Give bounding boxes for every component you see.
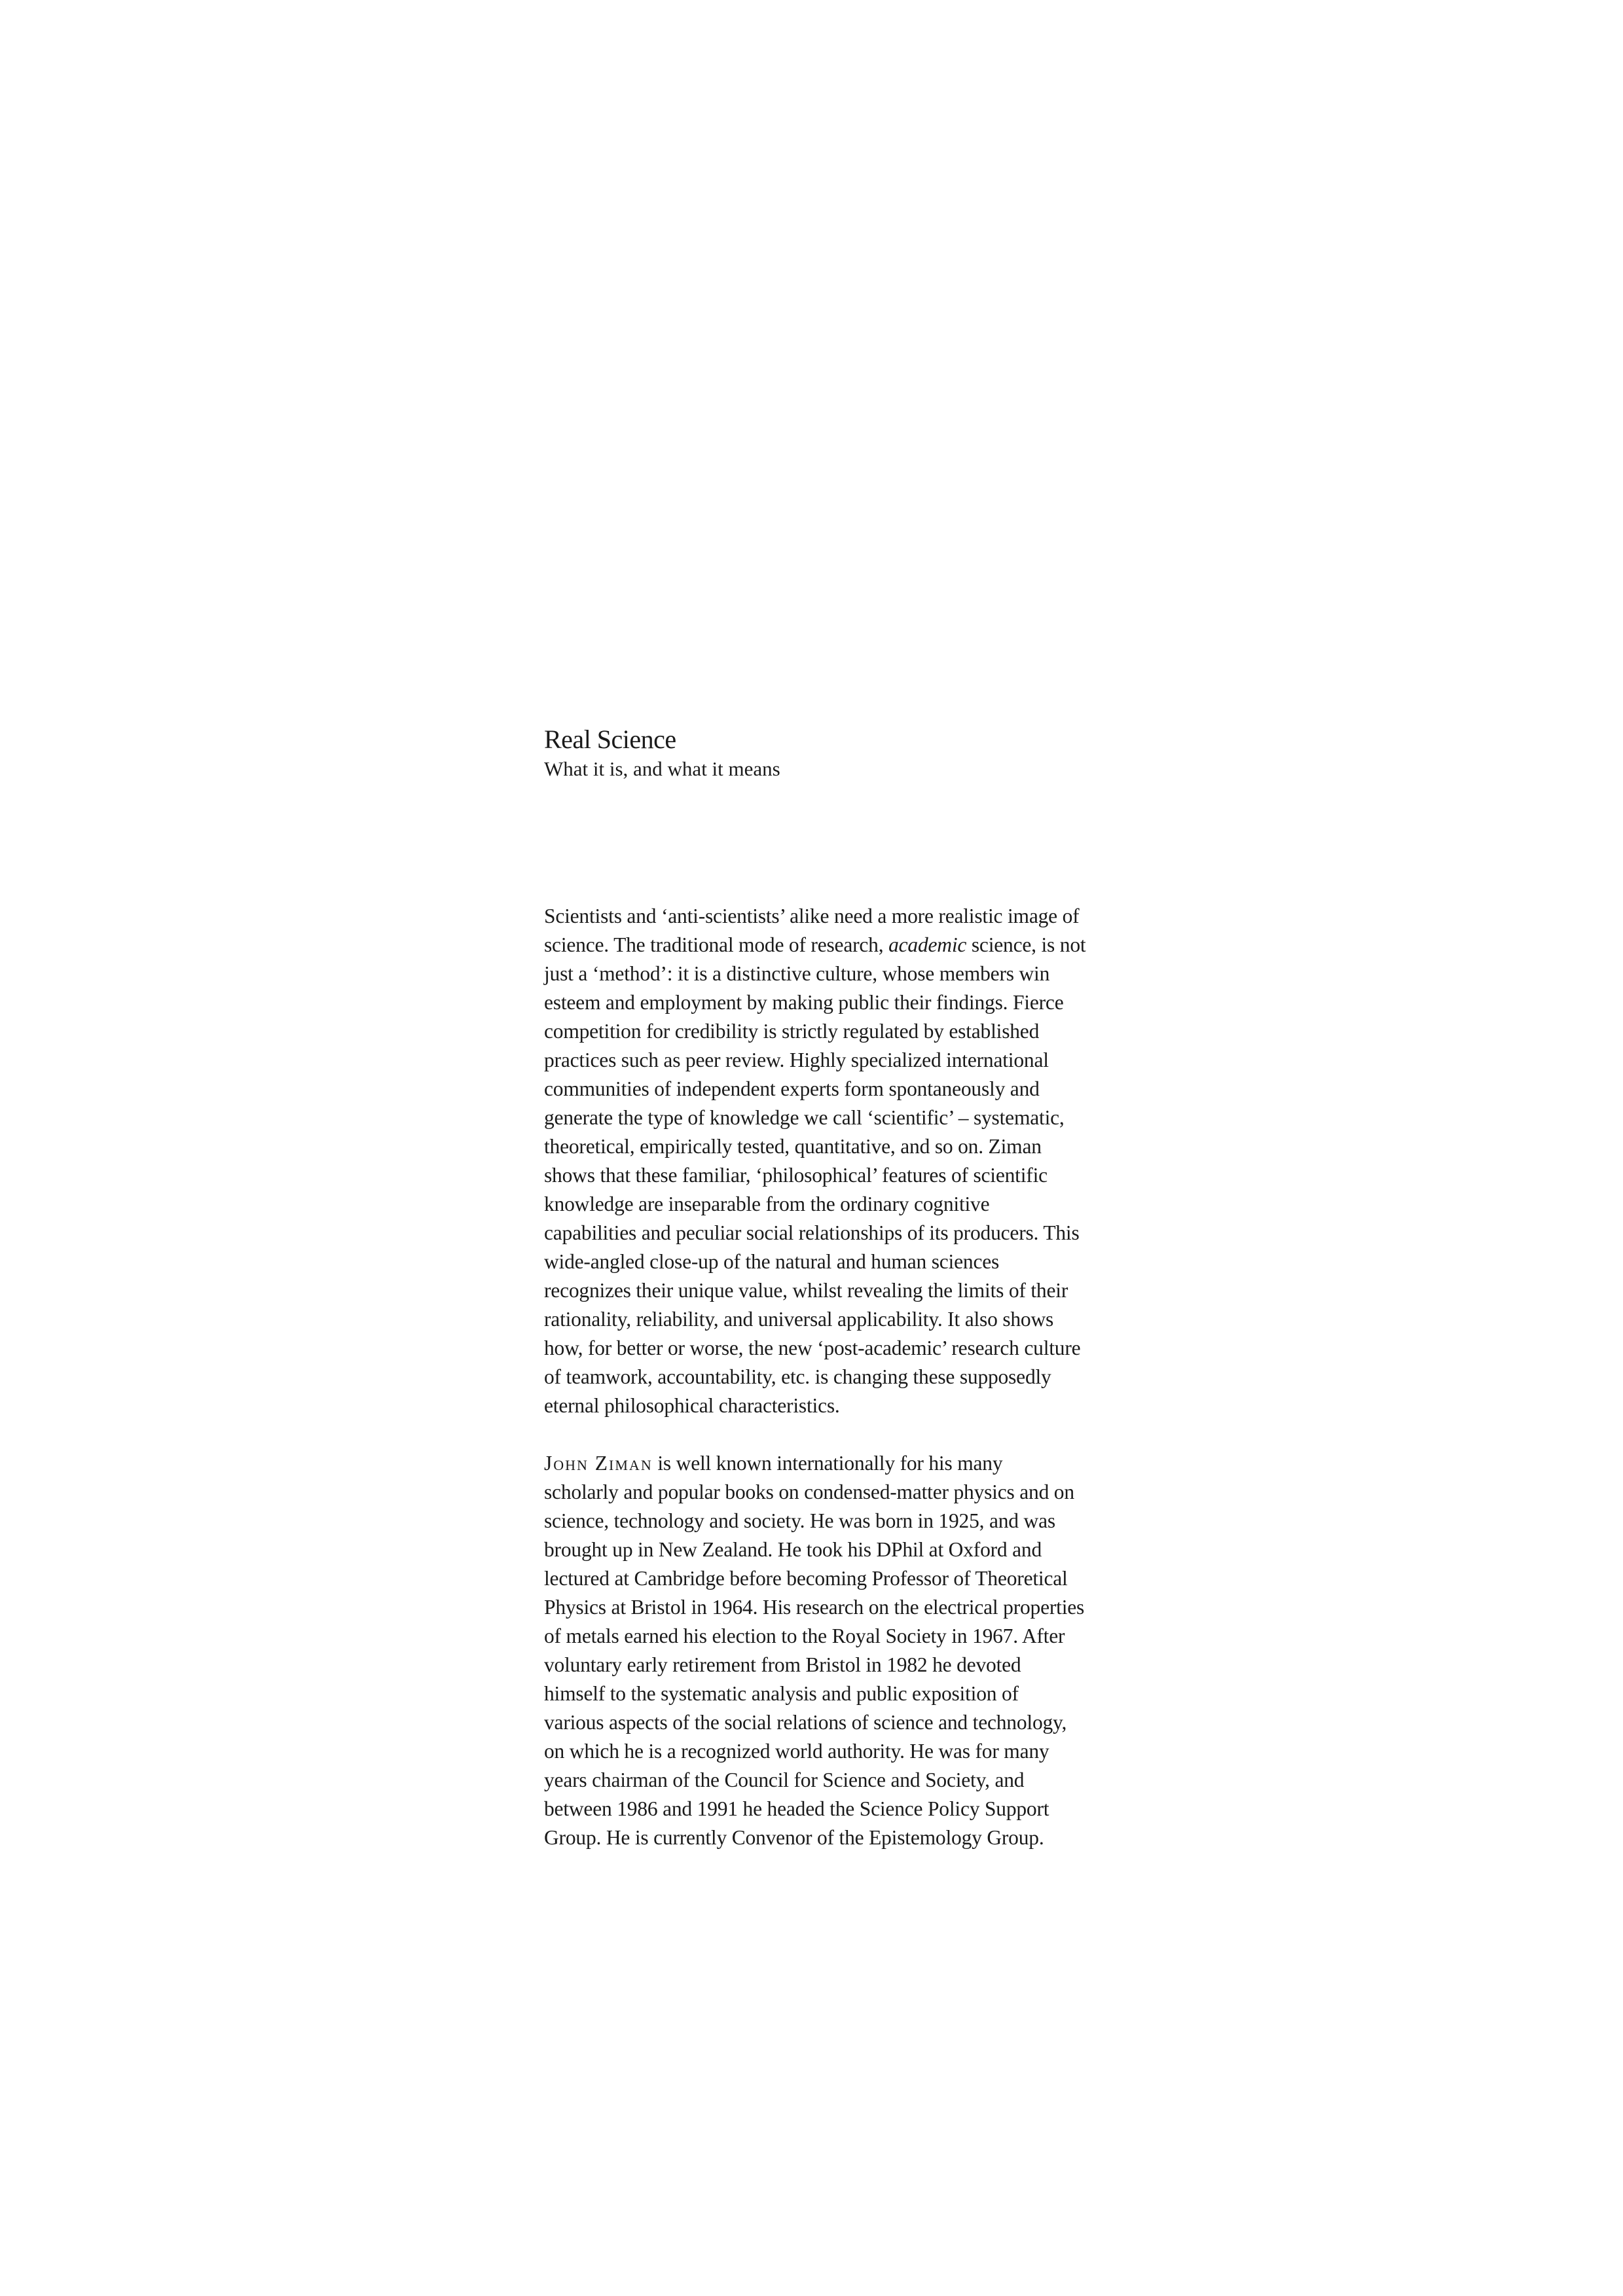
blurb-line-text: science, is not [966,933,1086,956]
blurb-line: generate the type of knowledge we call ‘scientific’ – systematic, [544,1106,1065,1129]
bio-line [544,1449,1146,1478]
blurb-line-text: science. The traditional mode of research, [544,933,889,956]
bio-paragraph [544,1449,1146,1852]
title-block [544,723,1173,781]
bio-line: himself to the systematic analysis and public exposition of [544,1682,1019,1705]
blurb-line: knowledge are inseparable from the ordinary cognitive [544,1193,990,1215]
bio-line-text: is well known internationally for his many [652,1452,1003,1475]
blurb-line: how, for better or worse, the new ‘post-academic’ research culture [544,1336,1081,1359]
bio-line: lectured at Cambridge before becoming Professor of Theoretical [544,1567,1068,1590]
blurb-line: practices such as peer review. Highly specialized international [544,1049,1049,1071]
bio-line: of metals earned his election to the Royal Society in 1967. After [544,1624,1065,1647]
blurb-line: just a ‘method’: it is a distinctive culture, whose members win [544,962,1050,985]
bio-line: brought up in New Zealand. He took his DPhil at Oxford and [544,1538,1042,1561]
blurb-line: Scientists and ‘anti-scientists’ alike need a more realistic image of [544,905,1080,927]
blurb-line: competition for credibility is strictly regulated by established [544,1020,1040,1043]
blurb-line: capabilities and peculiar social relationships of its producers. This [544,1221,1080,1244]
book-title: Real Science [544,725,676,754]
author-name: John Ziman [544,1452,653,1475]
blurb-line: rationality, reliability, and universal applicability. It also shows [544,1308,1054,1331]
bio-line: on which he is a recognized world authority. He was for many [544,1740,1049,1763]
bio-line: Group. He is currently Convenor of the Epistemology Group. [544,1826,1044,1849]
bio-line: various aspects of the social relations of science and technology, [544,1711,1067,1734]
blurb-line: of teamwork, accountability, etc. is changing these supposedly [544,1365,1051,1388]
italic-term: academic [888,933,967,956]
blurb-line: recognizes their unique value, whilst revealing the limits of their [544,1279,1068,1302]
bio-line: science, technology and society. He was born in 1925, and was [544,1509,1055,1532]
blurb-paragraph [544,902,1146,1420]
blurb-line: wide-angled close-up of the natural and human sciences [544,1250,1000,1273]
blurb-line: eternal philosophical characteristics. [544,1394,840,1417]
bio-line: Physics at Bristol in 1964. His research on the electrical properties [544,1596,1085,1619]
blurb-line: communities of independent experts form spontaneously and [544,1077,1040,1100]
blurb-line: theoretical, empirically tested, quantitative, and so on. Ziman [544,1135,1042,1158]
author-bio [544,1449,1146,1852]
bio-line: scholarly and popular books on condensed-matter physics and on [544,1480,1074,1503]
blurb-line: esteem and employment by making public their findings. Fierce [544,991,1064,1014]
bio-line: years chairman of the Council for Science and Society, and [544,1768,1025,1791]
blurb-line: shows that these familiar, ‘philosophical’ features of scientific [544,1164,1048,1187]
bio-line: between 1986 and 1991 he headed the Science Policy Support [544,1797,1049,1820]
blurb-line [544,931,1146,960]
book-blurb [544,902,1146,1420]
bio-line: voluntary early retirement from Bristol in 1982 he devoted [544,1653,1021,1676]
book-subtitle: What it is, and what it means [544,757,780,780]
